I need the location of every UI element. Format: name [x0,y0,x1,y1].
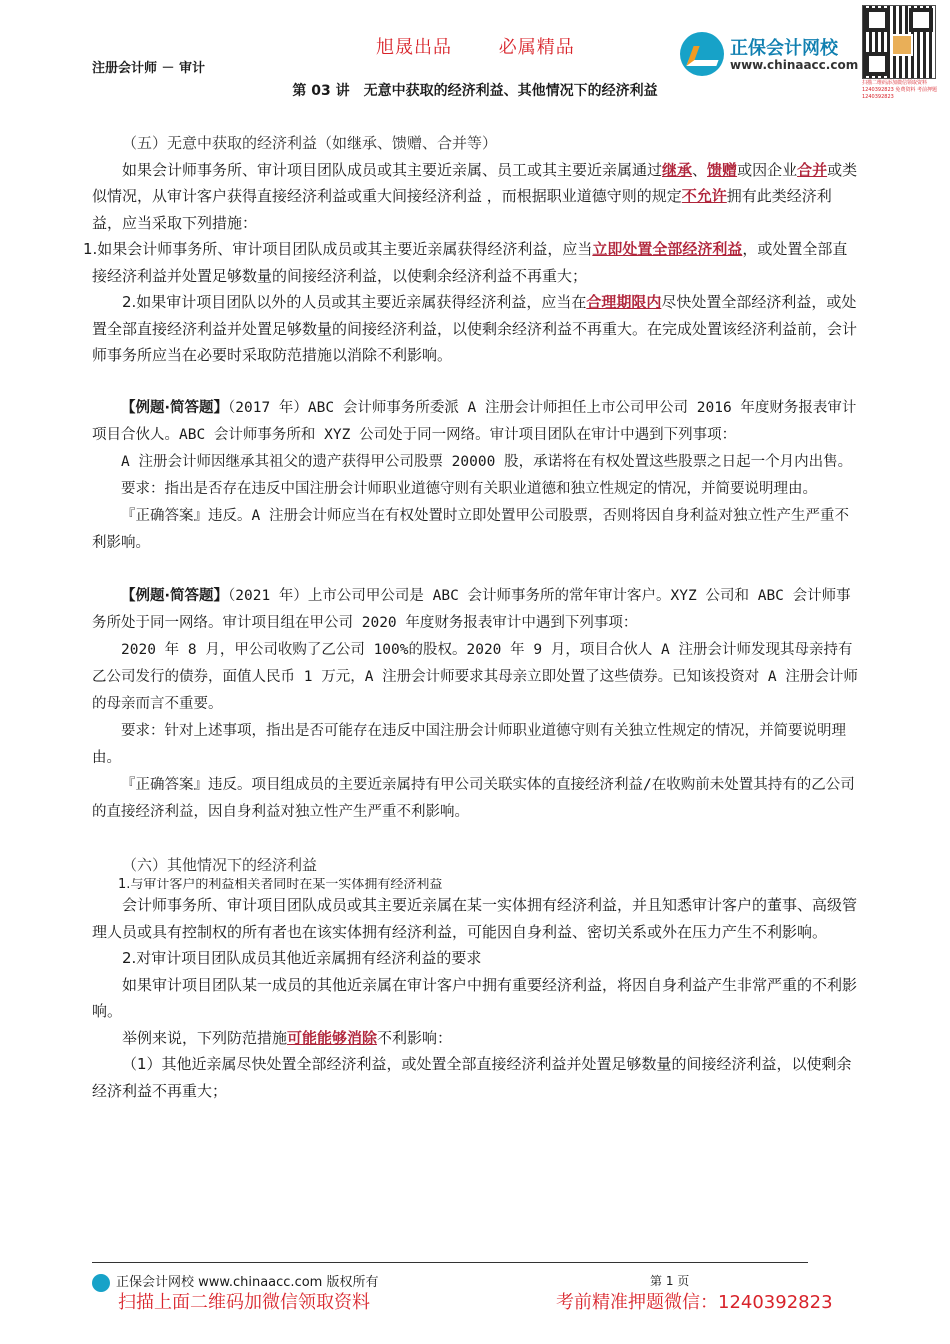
example-two [92,583,860,826]
promo-left: 扫描上面二维码加微信领取资料 [118,1292,370,1313]
lecture-title: 第 03 讲 无意中获取的经济利益、其他情况下的经济利益 [292,83,658,99]
document-body [83,130,860,1104]
brand-right: 必属精品 [498,37,575,58]
example-two-answer: 『正确答案』违反。项目组成员的主要近亲属持有甲公司关联实体的直接经济利益/在收购前未处置其持有的乙公司的直接经济利益，因自身利益对独立性产生严重不利影响。 [92,776,855,820]
brand-left: 旭晟出品 [376,37,452,58]
example-one-label: 【例题·简答题】 [121,399,229,416]
footer-logo-icon [92,1274,110,1292]
section-five-heading: （五）无意中获取的经济利益（如继承、馈赠、合并等） [122,134,498,152]
footer-copyright: 正保会计网校 www.chinaacc.com 版权所有 [92,1271,378,1292]
logo-name: 正保会计网校 [730,38,838,59]
page-number: 第 1 页 [650,1274,690,1288]
example-one-requirement: 要求：指出是否存在违反中国注册会计师职业道德守则有关职业道德和独立性规定的情况，并简要说明理由。 [121,480,817,497]
section-six-paragraph-4: （1）其他近亲属尽快处置全部经济利益，或处置全部直接经济利益并处置足够数量的间接经济利益，以使剩余经济利益不再重大； [92,1055,852,1100]
section-six-paragraph-2: 如果审计项目团队某一成员的其他近亲属在审计客户中拥有重要经济利益，将因自身利益产生非常严重的不利影响。 [92,975,858,1020]
measure-item-2: 2.如果审计项目团队以外的人员或其主要近亲属获得经济利益，应当在合理期限内尽快处置全部经济利益，或处置全部直接经济利益并处置足够数量的间接经济利益，以使剩余经济利益不再重大。在完成处置该经济利益前，会计师事务所应当在必要时采取防范措施以消除不利影响。 [92,293,858,364]
highlight-merge: 合并 [797,160,828,179]
section-six-subheading-1: 1.与审计客户的利益相关者同时在某一实体拥有经济利益 [118,878,443,892]
example-one-fact: A 注册会计师因继承其祖父的遗产获得甲公司股票 20000 股，承诺将在有权处置这些股票之日起一个月内出售。 [121,453,853,470]
example-two-label: 【例题·简答题】 [121,587,229,604]
logo-url: www.chinaacc.com [730,58,859,72]
measure-item-1: 1.如果会计师事务所、审计项目团队成员或其主要近亲属获得经济利益，应当立即处置全部经济利益，或处置全部直接经济利益并处置足够数量的间接经济利益，以使剩余经济利益不再重大； [83,240,848,285]
promo-right: 考前精准押题微信：1240392823 [556,1292,833,1313]
section-five-paragraph: 如果会计师事务所、审计项目团队成员或其主要近亲属、员工或其主要近亲属通过继承、馈赠或因企业合并或类似情况，从审计客户获得直接经济利益或重大间接经济利益 ，而根据职业道德守则的规定不允许拥有此类经济利益，应当采取下列措施： [92,160,858,232]
section-six-subheading-2: 2.对审计项目团队成员其他近亲属拥有经济利益的要求 [122,949,482,967]
qr-code-icon [862,5,936,79]
example-one-answer: 『正确答案』违反。A 注册会计师应当在有权处置时立即处置甲公司股票，否则将因自身利益对独立性产生严重不利影响。 [92,507,849,551]
section-six-paragraph-3: 举例来说，下列防范措施可能能够消除不利影响： [122,1028,453,1047]
qr-note: 扫描二维码添加微信领取资料 1240392823 免费资料 考前押题 1240392823 [862,80,937,100]
example-one [92,395,860,557]
example-one-intro: 【例题·简答题】（2017 年）ABC 会计师事务所委派 A 注册会计师担任上市公司甲公司 2016 年度财务报表审计项目合伙人。ABC 会计师事务所和 XYZ 公司处于同一网络。审计项目团队在审计中遇到下列事项： [92,399,857,443]
example-two-intro: 【例题·简答题】（2021 年）上市公司甲公司是 ABC 会计师事务所的常年审计客户。XYZ 公司和 ABC 会计师事务所处于同一网络。审计项目组在甲公司 2020 年度财务报表审计中遇到下列事项： [92,587,851,631]
header-brand [376,33,615,59]
course-title: 注册会计师 － 审计 [92,61,206,76]
highlight-reasonable-period: 合理期限内 [586,293,662,311]
highlight-gift: 馈赠 [707,160,738,179]
section-six-heading: （六）其他情况下的经济利益 [122,855,318,874]
highlight-not-allowed: 不允许 [681,187,727,205]
example-two-requirement: 要求：针对上述事项，指出是否可能存在违反中国注册会计师职业道德守则有关独立性规定的情况，并简要说明理由。 [92,722,846,766]
brand-logo [680,32,860,80]
highlight-inherit: 继承 [662,160,693,179]
example-two-fact: 2020 年 8 月，甲公司收购了乙公司 100%的股权。2020 年 9 月，项目合伙人 A 注册会计师发现其母亲持有乙公司发行的债券，面值人民币 1 万元，A 注册会计师要求其母亲立即处置了这些债券。已知该投资对 A 注册会计师的母亲而言不重要。 [92,641,858,712]
section-six-paragraph-1: 会计师事务所、审计项目团队成员或其主要近亲属在某一实体拥有经济利益，并且知悉审计客户的董事、高级管理人员或具有控制权的所有者也在该实体拥有经济利益，可能因自身利益、密切关系或外在压力产生不利影响。 [92,896,858,941]
logo-icon [680,32,724,76]
highlight-may-eliminate: 可能能够消除 [287,1028,378,1047]
highlight-dispose-immediately: 立即处置全部经济利益 [592,240,743,258]
footer-divider [92,1262,808,1263]
